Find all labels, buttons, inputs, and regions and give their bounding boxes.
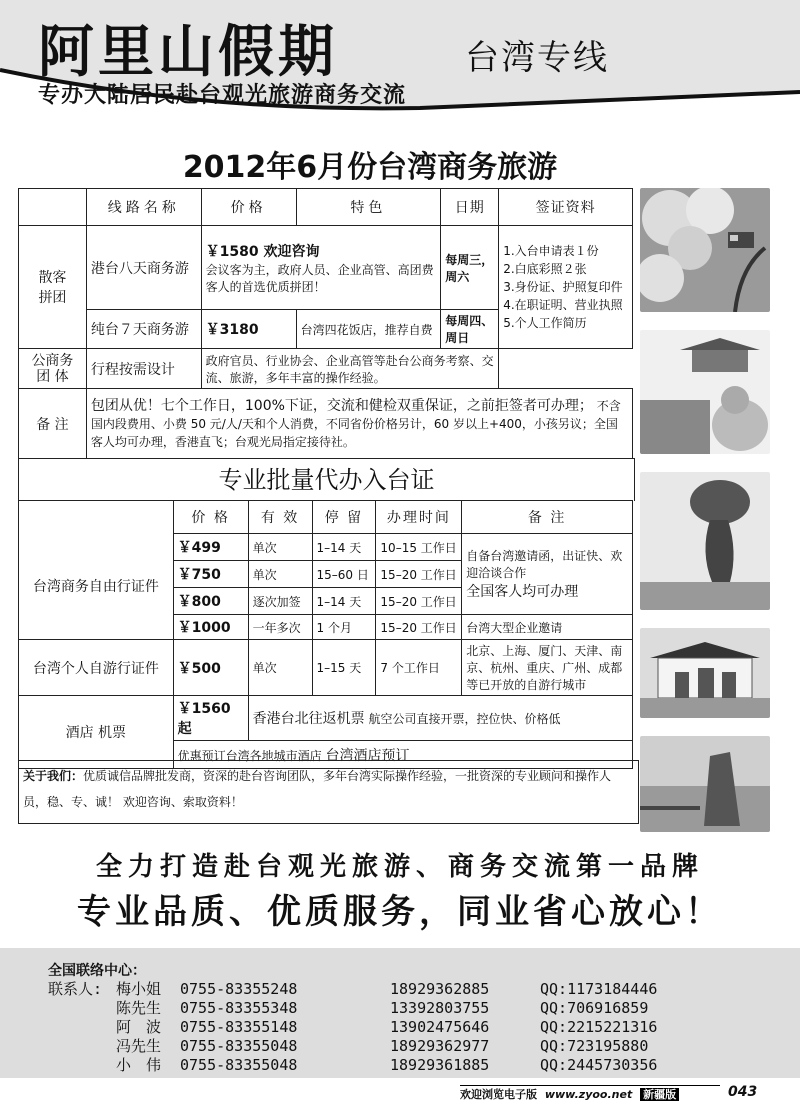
footer-edition: 新疆版 [640, 1088, 679, 1101]
corner-cell [19, 501, 174, 534]
route-price-desc [201, 226, 441, 310]
business-note-bold: 全国客人均可办理 [466, 584, 579, 600]
contact-mobile: 13392803755 [390, 999, 490, 1017]
permit-time: 15–20 工作日 [376, 561, 462, 588]
list-item: 4.在职证明、营业执照 [503, 298, 623, 312]
contact-mobile: 18929362885 [390, 980, 490, 998]
contact-mobile: 18929362977 [390, 1037, 490, 1055]
contact-row [48, 1054, 657, 1075]
contact-name: 梅小姐 [116, 980, 162, 998]
line-name: 台湾专线 [465, 38, 609, 78]
liberty-square-gate-photo [640, 628, 770, 718]
contact-qq: QQ:706916859 [540, 999, 649, 1017]
hotel-price: ￥1560 起 [173, 696, 248, 741]
col-header-route: 线路名称 [86, 189, 201, 226]
table-row [19, 226, 633, 310]
list-item: 1.入台申请表１份 [503, 244, 599, 258]
permit-stay: 15–60 日 [312, 561, 376, 588]
footer-welcome: 欢迎浏览电子版 [460, 1088, 537, 1101]
notes-detail: 不含国内段费用、小费 50 元/人/天和个人消费，不同省份价格另计，60 岁以上+400，小孩另议；全国客人均可办理，香港直飞；台观光局指定接待社。 [90, 398, 621, 449]
contact-phone: 0755-83355348 [180, 999, 298, 1017]
business-note [462, 534, 633, 615]
contact-row [48, 978, 657, 999]
col-header-price: 价格 [201, 189, 296, 226]
slogan-line1: 全力打造赴台观光旅游、商务交流第一品牌 [95, 852, 704, 882]
group-label: 散客 拼团 [19, 226, 87, 349]
empty-cell [499, 349, 633, 389]
header-banner [0, 0, 800, 140]
contact-mobile: 13902475646 [390, 1018, 490, 1036]
ticket-note: 航空公司直接开票，控位快、价格低 [368, 712, 561, 726]
col-header-visa: 签证资料 [499, 189, 633, 226]
permit-stay: 1–14 天 [312, 588, 376, 615]
notes-highlight: 包团从优！七个工作日，100%下证，交流和健检双重保证，之前拒签者可办理； [90, 397, 593, 414]
permit-validity: 单次 [248, 640, 312, 696]
routes-header-row [19, 189, 633, 226]
permit-title: 专业批量代办入台证 [18, 458, 635, 501]
route-price: ￥1580 欢迎咨询 [205, 243, 320, 260]
permit-price: ￥1000 [173, 615, 248, 640]
personal-label: 台湾个人自游行证件 [19, 640, 174, 696]
permit-time: 10–15 工作日 [376, 534, 462, 561]
route-name: 港台八天商务游 [86, 226, 201, 310]
col-header-validity: 有 效 [248, 501, 312, 534]
about-label: 关于我们： [23, 769, 84, 783]
hotel-bold: 台湾酒店预订 [325, 747, 410, 764]
col-header-note: 备 注 [462, 501, 633, 534]
permit-validity: 逐次加签 [248, 588, 312, 615]
col-header-stay: 停 留 [312, 501, 376, 534]
list-item: 3.身份证、护照复印件 [503, 280, 623, 294]
notes-text [86, 389, 632, 459]
contact-row [48, 1035, 648, 1056]
corner-cell [19, 189, 87, 226]
route-desc: 会议客为主，政府人员、企业高管、高团费客人的首选优质拼团！ [205, 262, 434, 294]
col-header-feature: 特色 [296, 189, 441, 226]
permit-price: ￥800 [173, 588, 248, 615]
permit-price: ￥750 [173, 561, 248, 588]
ticket-label: 香港台北往返机票 [252, 711, 365, 727]
contact-qq: QQ:2215221316 [540, 1018, 658, 1036]
brand-name: 阿里山假期 [38, 19, 338, 85]
list-item: 2.白底彩照２张 [503, 262, 587, 276]
permit-price: ￥499 [173, 534, 248, 561]
permit-validity: 一年多次 [248, 615, 312, 640]
hotel-note: 优惠预订台湾各地城市酒店 [177, 748, 322, 763]
permit-time: 15–20 工作日 [376, 588, 462, 615]
contact-qq: QQ:723195880 [540, 1037, 649, 1055]
route-feature: 台湾四花饭店，推荐自费 [296, 310, 441, 349]
page-title: 2012年6月份台湾商务旅游 [182, 150, 558, 185]
permit-time: 15–20 工作日 [376, 615, 462, 640]
visa-docs [499, 226, 633, 349]
route-dates: 每周三，周六 [441, 226, 499, 310]
table-row [19, 534, 633, 561]
permit-stay: 1–15 天 [312, 640, 376, 696]
tagline: 专办大陆居民赴台观光旅游商务交流 [38, 83, 407, 108]
permit-validity: 单次 [248, 534, 312, 561]
memorial-hall-lion-photo [640, 330, 770, 454]
contact-label: 联系人: [48, 980, 103, 998]
footer-site-link[interactable]: www.zyoo.net [544, 1088, 633, 1101]
contact-title: 全国联络中心： [48, 963, 146, 979]
contact-name: 陈先生 [116, 999, 162, 1017]
hotel-label: 酒店 机票 [19, 696, 174, 769]
contact-row [48, 997, 648, 1018]
table-row [19, 640, 633, 696]
coastal-monument-photo [640, 736, 770, 832]
notes-label: 备 注 [19, 389, 87, 459]
contact-qq: QQ:2445730356 [540, 1056, 658, 1074]
permit-validity: 单次 [248, 561, 312, 588]
contact-phone: 0755-83355048 [180, 1056, 298, 1074]
footer-bar [460, 1085, 720, 1102]
route-name: 纯台７天商务游 [86, 310, 201, 349]
biz-desc: 政府官员、行业协会、企业高管等赴台公商务考察、交流、旅游，多年丰富的操作经验。 [201, 349, 499, 389]
table-row [19, 696, 633, 741]
route-price: ￥3180 [201, 310, 296, 349]
contact-name: 小 伟 [116, 1056, 162, 1074]
contact-qq: QQ:1173184446 [540, 980, 658, 998]
col-header-time: 办理时间 [376, 501, 462, 534]
col-header-date: 日期 [441, 189, 499, 226]
business-note-main: 自备台湾邀请函，出证快、欢迎洽谈合作 [466, 549, 623, 580]
page-number: 043 [728, 1084, 758, 1100]
routes-table [18, 188, 633, 459]
personal-note: 北京、上海、厦门、天津、南京、杭州、重庆、广州、成都等已开放的自游行城市 [462, 640, 633, 696]
contact-name: 阿 波 [116, 1018, 162, 1036]
permit-price: ￥500 [173, 640, 248, 696]
business-note-last: 台湾大型企业邀请 [462, 615, 633, 640]
biz-label: 公商务 团 体 [19, 349, 87, 389]
about-section [18, 760, 639, 824]
route-name: 行程按需设计 [86, 349, 201, 389]
contact-name: 冯先生 [116, 1037, 162, 1055]
contact-phone: 0755-83355148 [180, 1018, 298, 1036]
permit-stay: 1–14 天 [312, 534, 376, 561]
col-header-price: 价 格 [173, 501, 248, 534]
cherry-blossom-train-photo [640, 188, 770, 312]
contact-phone: 0755-83355048 [180, 1037, 298, 1055]
ticket-cell [248, 696, 632, 741]
list-item: 5.个人工作简历 [503, 316, 587, 330]
business-label: 台湾商务自由行证件 [19, 534, 174, 640]
permit-table [18, 500, 633, 769]
contact-row [48, 1016, 657, 1037]
route-dates: 每周四、周日 [441, 310, 499, 349]
slogan-line2: 专业品质、优质服务，同业省心放心！ [77, 892, 723, 932]
table-row [19, 389, 633, 459]
permit-header-row [19, 501, 633, 534]
about-text: 优质诚信品牌批发商，资深的赴台咨询团队，多年台湾实际操作经验，一批资深的专业顾问和操作人员，稳、专、诚！ 欢迎咨询、索取资料！ [23, 769, 612, 809]
permit-time: 7 个工作日 [376, 640, 462, 696]
queens-head-rock-photo [640, 472, 770, 610]
table-row [19, 349, 633, 389]
permit-stay: 1 个月 [312, 615, 376, 640]
contact-phone: 0755-83355248 [180, 980, 298, 998]
photo-column [640, 188, 770, 836]
contact-mobile: 18929361885 [390, 1056, 490, 1074]
